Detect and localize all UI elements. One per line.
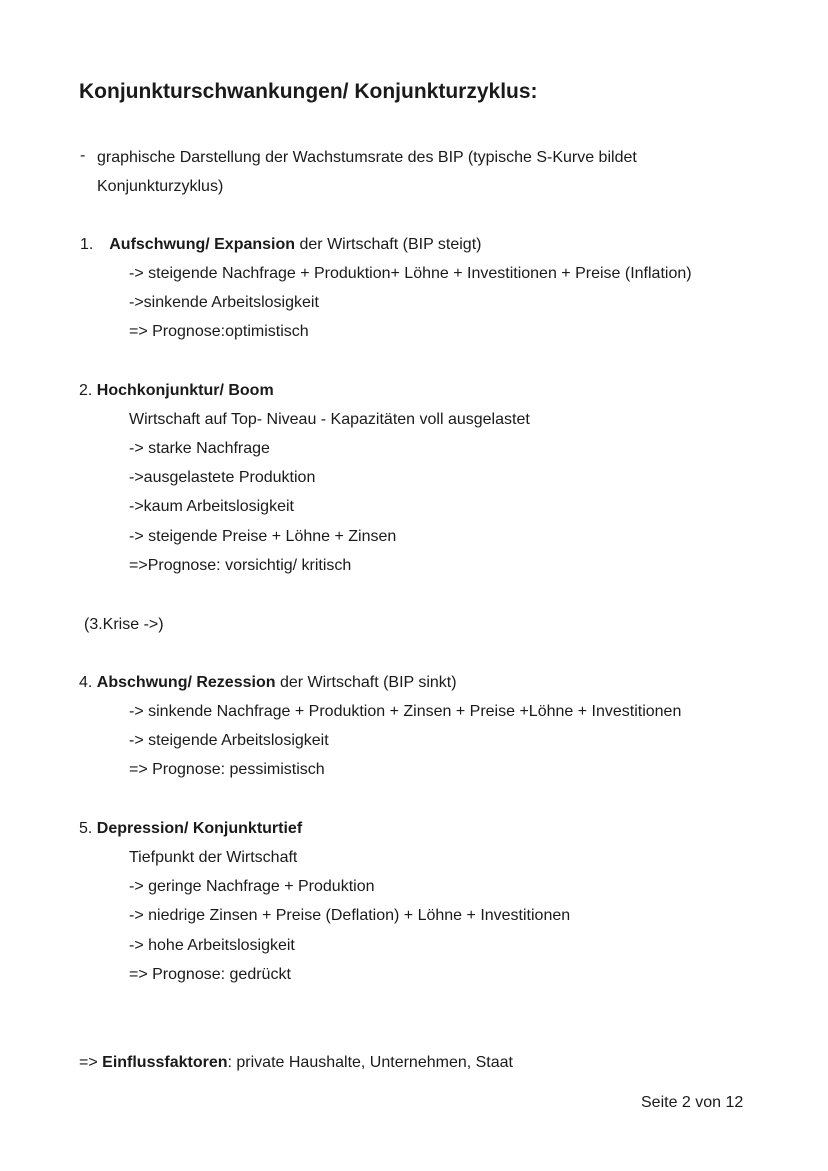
section-5-heading	[79, 819, 302, 839]
section-5-item: -> geringe Nachfrage + Produktion	[129, 878, 375, 895]
section-5-item: -> niedrige Zinsen + Preise (Deflation) + Löhne + Investitionen	[129, 907, 571, 924]
section-1-title: Aufschwung/ Expansion	[109, 236, 296, 253]
summary-prefix: =>	[79, 1054, 103, 1071]
section-4-number: 4.	[79, 674, 93, 691]
section-2-heading	[79, 381, 274, 401]
section-4-heading	[79, 673, 457, 693]
section-5-item: => Prognose: gedrückt	[129, 966, 291, 983]
section-5-item: Tiefpunkt der Wirtschaft	[129, 849, 298, 866]
section-2-title: Hochkonjunktur/ Boom	[96, 382, 274, 399]
section-2-item: Wirtschaft auf Top- Niveau - Kapazitäten voll ausgelastet	[129, 411, 530, 428]
section-4-title: Abschwung/ Rezession	[96, 674, 276, 691]
section-1-subtitle: der Wirtschaft (BIP steigt)	[295, 236, 482, 253]
intro-bullet: -	[80, 147, 86, 164]
summary-line	[79, 1053, 513, 1073]
section-4-item: -> steigende Arbeitslosigkeit	[129, 732, 329, 749]
intro-line-2: Konjunkturzyklus)	[97, 178, 224, 195]
page-number: Seite 2 von 12	[641, 1094, 744, 1111]
section-1-number: 1.	[80, 236, 94, 253]
section-3-note: (3.Krise ->)	[84, 616, 164, 633]
section-4-item: -> sinkende Nachfrage + Produktion + Zinsen + Preise +Löhne + Investitionen	[129, 703, 682, 720]
section-2-item: -> starke Nachfrage	[129, 440, 270, 457]
section-2-item: =>Prognose: vorsichtig/ kritisch	[129, 557, 352, 574]
section-5-number: 5.	[79, 820, 93, 837]
section-1-item: => Prognose:optimistisch	[129, 323, 309, 340]
section-2-item: ->kaum Arbeitslosigkeit	[129, 498, 294, 515]
intro-line-1: graphische Darstellung der Wachstumsrate des BIP (typische S-Kurve bildet	[97, 149, 637, 166]
section-5-title: Depression/ Konjunkturtief	[96, 820, 303, 837]
section-4-subtitle: der Wirtschaft (BIP sinkt)	[275, 674, 457, 691]
section-1-heading	[80, 235, 481, 255]
section-5-item: -> hohe Arbeitslosigkeit	[129, 937, 295, 954]
section-4-item: => Prognose: pessimistisch	[129, 761, 325, 778]
section-1-item: -> steigende Nachfrage + Produktion+ Löhne + Investitionen + Preise (Inflation)	[129, 265, 692, 282]
section-2-number: 2.	[79, 382, 93, 399]
page-title: Konjunkturschwankungen/ Konjunkturzyklus:	[79, 80, 538, 103]
section-2-item: -> steigende Preise + Löhne + Zinsen	[129, 528, 397, 545]
section-2-item: ->ausgelastete Produktion	[129, 469, 316, 486]
summary-text: : private Haushalte, Unternehmen, Staat	[227, 1054, 513, 1071]
summary-title: Einflussfaktoren	[102, 1054, 228, 1071]
section-1-item: ->sinkende Arbeitslosigkeit	[129, 294, 319, 311]
